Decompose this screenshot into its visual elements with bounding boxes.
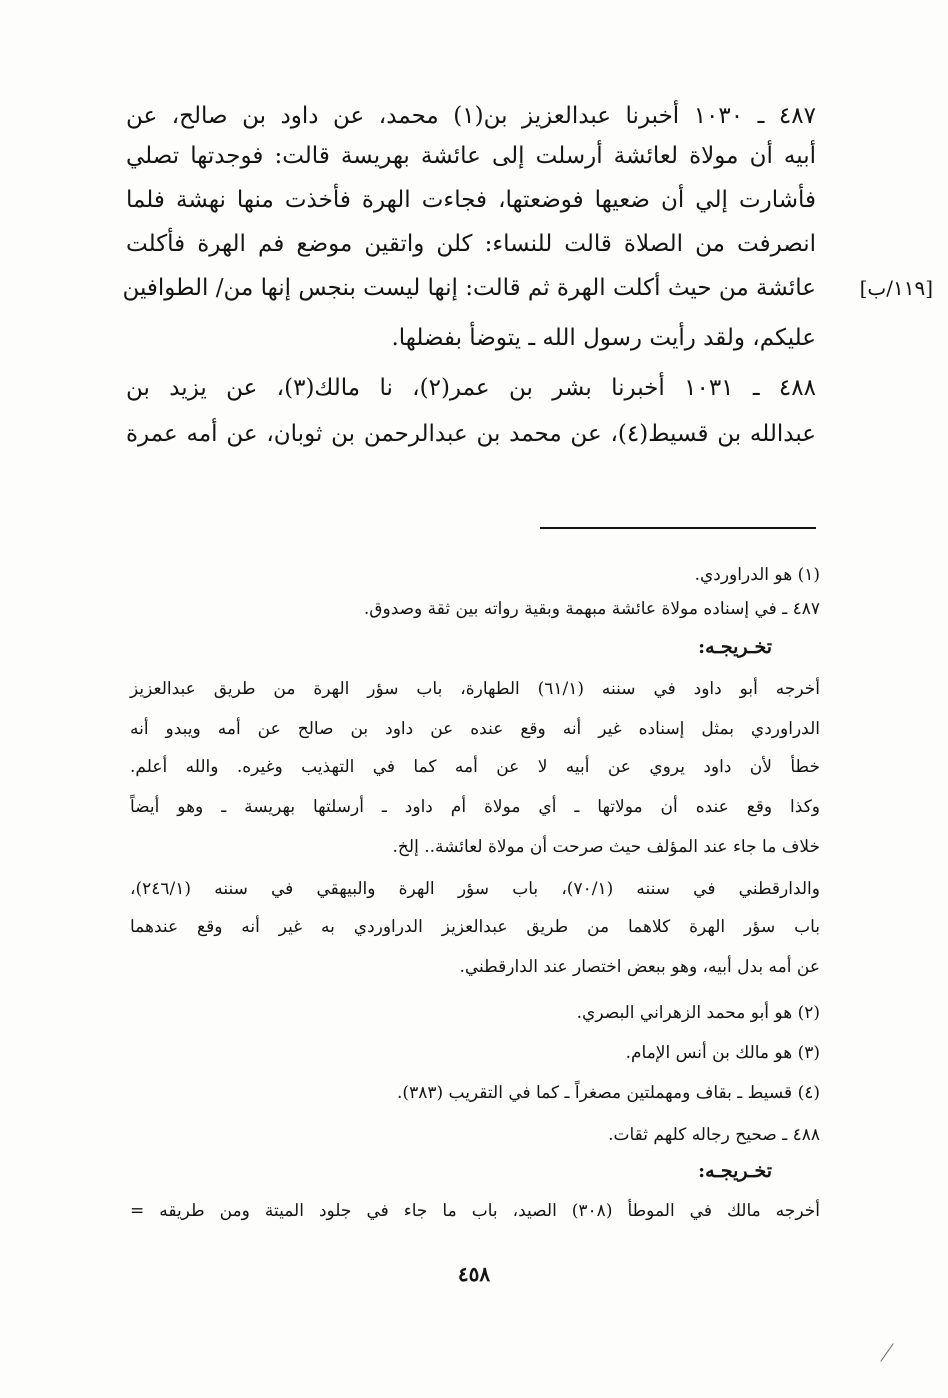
footnote-line: ٤٨٨ ـ صحيح رجاله كلهم ثقات. [608,1125,820,1145]
main-text-line: ٤٨٧ ـ ١٠٣٠ أخبرنا عبدالعزيز بن(١) محمد، عن داود بن صالح، عن [126,103,816,129]
footnote-line: أخرجه مالك في الموطأ (٣٠٨) الصيد، باب ما جاء في جلود الميتة ومن طريقه = [130,1201,820,1221]
main-text-line: ٤٨٨ ـ ١٠٣١ أخبرنا بشر بن عمر(٢)، نا مالك(٣)، عن يزيد بن [126,375,816,401]
footnote-line: باب سؤر الهرة كلاهما من طريق عبدالعزيز الدراوردي به غير أنه وقع عندهما [130,917,820,937]
page-number: ٤٥٨ [457,1262,491,1286]
footnote-line: وكذا وقع عنده أن مولاتها ـ أي مولاة أم داود ـ أرسلتها بهريسة ـ وهو أيضاً [130,797,820,817]
main-text-line: انصرفت من الصلاة قالت للنساء: كلن واتقين موضع فم الهرة فأكلت [126,231,816,257]
main-text-line: عليكم، ولقد رأيت رسول الله ـ يتوضأ بفضلها. [391,325,816,351]
footnote-line: (١) هو الدراوردي. [694,565,820,585]
footnote-line: خطأ لأن داود يروي عن أبيه لا عن أمه كما في التهذيب وغيره. والله أعلم. [130,757,820,777]
scan-mark [880,1343,893,1362]
footnote-line: الدراوردي بمثل إسناده غير أنه وقع عنده عن داود بن صالح عن أمه ويبدو أنه [130,719,820,739]
footnote-line: أخرجه أبو داود في سننه (٦١/١) الطهارة، باب سؤر الهرة من طريق عبدالعزيز [130,679,820,699]
footnote-separator [540,527,816,529]
footnote-line: خلاف ما جاء عند المؤلف حيث صرحت أن مولاة لعائشة.. إلخ. [392,837,820,857]
main-text-line: فأشارت إلي أن ضعيها فوضعتها، فجاءت الهرة فأخذت منها نهشة فلما [126,187,816,213]
footnote-line: (٤) قسيط ـ بقاف ومهملتين مصغراً ـ كما في التقريب (٣٨٣). [397,1083,820,1103]
footnote-line: عن أمه بدل أبيه، وهو ببعض اختصار عند الدارقطني. [459,957,820,977]
footnote-line: ٤٨٧ ـ في إسناده مولاة عائشة مبهمة وبقية رواته بين ثقة وصدوق. [363,599,820,619]
main-text-line: أبيه أن مولاة لعائشة أرسلت إلى عائشة بهريسة قالت: فوجدتها تصلي [126,143,816,169]
main-text-line: عبدالله بن قسيط(٤)، عن محمد بن عبدالرحمن بن ثوبان، عن أمه عمرة [126,421,816,447]
footnote-line: (٣) هو مالك بن أنس الإمام. [625,1043,820,1063]
takhrij-heading: تخـريجـه: [698,636,772,658]
main-text-line: عائشة من حيث أكلت الهرة ثم قالت: إنها ليست بنجس إنها من/ الطوافين [122,275,816,301]
takhrij-heading: تخـريجـه: [698,1160,772,1182]
manuscript-folio-marker: [١١٩/ب] [859,276,933,300]
footnote-line: (٢) هو أبو محمد الزهراني البصري. [576,1003,820,1023]
footnote-line: والدارقطني في سننه (٧٠/١)، باب سؤر الهرة والبيهقي في سننه (٢٤٦/١)، [130,879,820,899]
